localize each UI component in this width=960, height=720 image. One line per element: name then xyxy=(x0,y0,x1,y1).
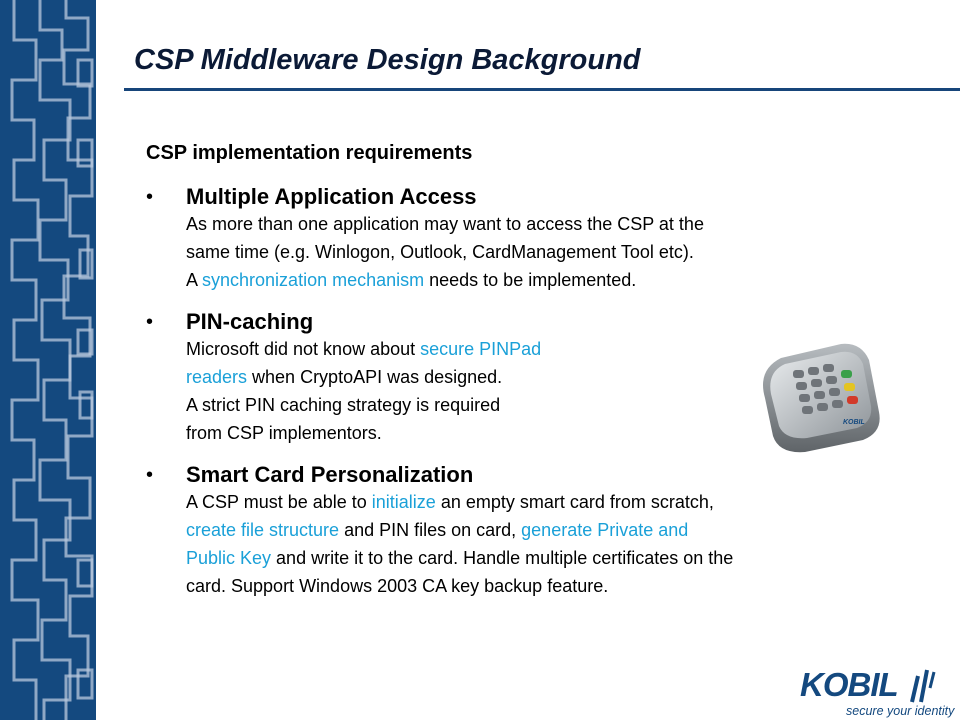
section-heading: CSP implementation requirements xyxy=(146,142,473,164)
device-brand-label: KOBIL xyxy=(843,419,865,426)
bullet-heading: Smart Card Personalization xyxy=(186,462,474,487)
highlighted-term: initialize xyxy=(371,492,436,512)
highlighted-term: secure PINPad xyxy=(420,339,542,359)
bullet-heading: Multiple Application Access xyxy=(186,184,477,209)
bullet-body xyxy=(186,335,616,447)
body-line xyxy=(186,238,926,266)
bullet-heading: PIN-caching xyxy=(186,309,314,334)
highlighted-term: create file structure xyxy=(186,520,340,540)
bullet-marker: • xyxy=(146,186,154,208)
body-text: and PIN files on card, xyxy=(339,520,522,540)
bullet-body xyxy=(186,488,926,600)
slide-title: CSP Middleware Design Background xyxy=(134,44,641,76)
logo-tagline: secure your identity xyxy=(846,704,955,718)
body-line xyxy=(186,419,616,447)
pinpad-reader-image xyxy=(745,340,885,455)
body-text: an empty smart card from scratch, xyxy=(435,492,714,512)
body-line xyxy=(186,210,926,238)
highlighted-term: Public Key xyxy=(186,548,272,568)
highlighted-term: generate Private and xyxy=(521,520,689,540)
body-line xyxy=(186,391,616,419)
body-text: card. Support Windows 2003 CA key backup feature. xyxy=(186,576,609,596)
body-text: needs to be implemented. xyxy=(424,270,637,290)
logo-bars-icon xyxy=(904,668,944,704)
body-text: when CryptoAPI was designed. xyxy=(247,367,503,387)
body-line xyxy=(186,544,926,572)
body-line xyxy=(186,266,926,294)
logo-wordmark: KOBIL xyxy=(800,666,898,703)
sidebar-pattern xyxy=(0,0,96,720)
body-text: A CSP must be able to xyxy=(186,492,372,512)
title-rule xyxy=(124,88,960,91)
body-line xyxy=(186,572,926,600)
bullet-item xyxy=(146,462,926,600)
body-text: from CSP implementors. xyxy=(186,423,382,443)
highlighted-term: readers xyxy=(186,367,248,387)
body-line xyxy=(186,363,616,391)
body-text: Microsoft did not know about xyxy=(186,339,421,359)
body-text: A xyxy=(186,270,203,290)
body-text: same time (e.g. Winlogon, Outlook, CardManagement Tool etc). xyxy=(186,242,694,262)
bullet-item xyxy=(146,184,926,294)
body-text: A strict PIN caching strategy is required xyxy=(186,395,501,415)
body-line xyxy=(186,335,616,363)
highlighted-term: synchronization mechanism xyxy=(202,270,425,290)
body-line xyxy=(186,516,926,544)
body-text: and write it to the card. Handle multiple certificates on the xyxy=(271,548,734,568)
body-text: As more than one application may want to access the CSP at the xyxy=(186,214,704,234)
bullet-marker: • xyxy=(146,311,154,333)
bullet-marker: • xyxy=(146,464,154,486)
kobil-logo xyxy=(800,664,955,720)
bullet-body xyxy=(186,210,926,294)
decorative-sidebar xyxy=(0,0,96,720)
body-line xyxy=(186,488,926,516)
